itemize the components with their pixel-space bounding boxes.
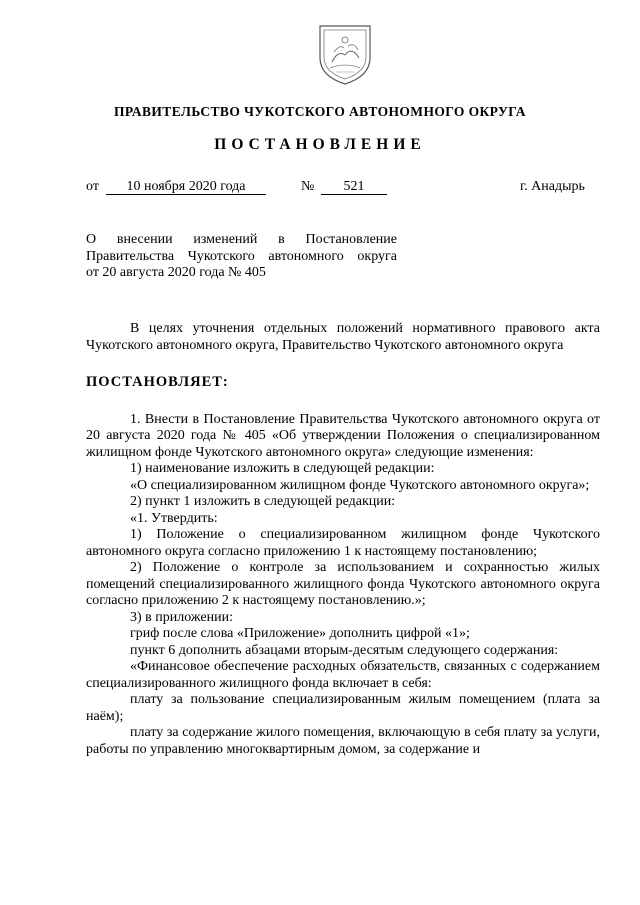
subject-line: от 20 августа 2020 года № 405	[86, 265, 266, 280]
body-paragraph: «1. Утвердить:	[130, 510, 218, 526]
body-paragraph: плату за содержание жилого помещения, включающую в себя плату за услуги, работы по управлению многоквартирным домом, за содержание и	[86, 725, 600, 757]
body-paragraph: плату за пользование специализированным жилым помещением (плата за наём);	[86, 692, 600, 724]
decree-date: 10 ноября 2020 года	[106, 179, 266, 195]
body-paragraph: «Финансовое обеспечение расходных обязательств, связанных с содержанием специализированного жилищного фонда включает в себя:	[86, 659, 600, 691]
body-paragraph: пункт 6 дополнить абзацами вторым-десятым следующего содержания:	[130, 642, 559, 658]
resolves-heading: ПОСТАНОВЛЯЕТ:	[86, 374, 229, 390]
body-paragraph: 1. Внести в Постановление Правительства Чукотского автономного округа от 20 августа 2020 года № 405 «Об утверждении Положения о специализированном жилищном фонде Чукотского автономного округа» следующие изменения:	[86, 411, 600, 460]
preamble: В целях уточнения отдельных положений нормативного правового акта Чукотского автономного округа, Правительство Чукотского автономного округа	[86, 321, 600, 353]
body-paragraph: «О специализированном жилищном фонде Чукотского автономного округа»;	[130, 477, 590, 493]
government-title: ПРАВИТЕЛЬСТВО ЧУКОТСКОГО АВТОНОМНОГО ОКРУГА	[114, 104, 526, 119]
body-paragraph: 1) Положение о специализированном жилищном фонде Чукотского автономного округа согласно приложению 1 к настоящему постановлению;	[86, 527, 600, 559]
body-paragraph: 1) наименование изложить в следующей редакции:	[130, 461, 435, 476]
city: г. Анадырь	[520, 179, 585, 194]
decree-body	[86, 321, 600, 758]
decree-title: ПОСТАНОВЛЕНИЕ	[214, 136, 426, 153]
body-paragraph: гриф после слова «Приложение» дополнить цифрой «1»;	[130, 626, 470, 641]
date-prefix: от	[86, 179, 99, 194]
decree-subject	[86, 232, 397, 282]
subject-line: О внесении изменений в Постановление	[86, 232, 397, 247]
dateline	[0, 179, 640, 199]
coat-of-arms-emblem-icon	[314, 22, 376, 86]
decree-number: 521	[321, 179, 387, 195]
body-paragraph: 2) пункт 1 изложить в следующей редакции:	[130, 494, 396, 509]
number-sign: №	[301, 179, 315, 194]
body-paragraph: 2) Положение о контроле за использованием и сохранностью жилых помещений специализированного жилищного фонда Чукотского автономного округа согласно приложению 2 к настоящему постановлению.»;	[86, 560, 600, 608]
subject-line: Правительства Чукотского автономного округа	[86, 248, 397, 264]
body-paragraph: 3) в приложении:	[130, 609, 233, 625]
